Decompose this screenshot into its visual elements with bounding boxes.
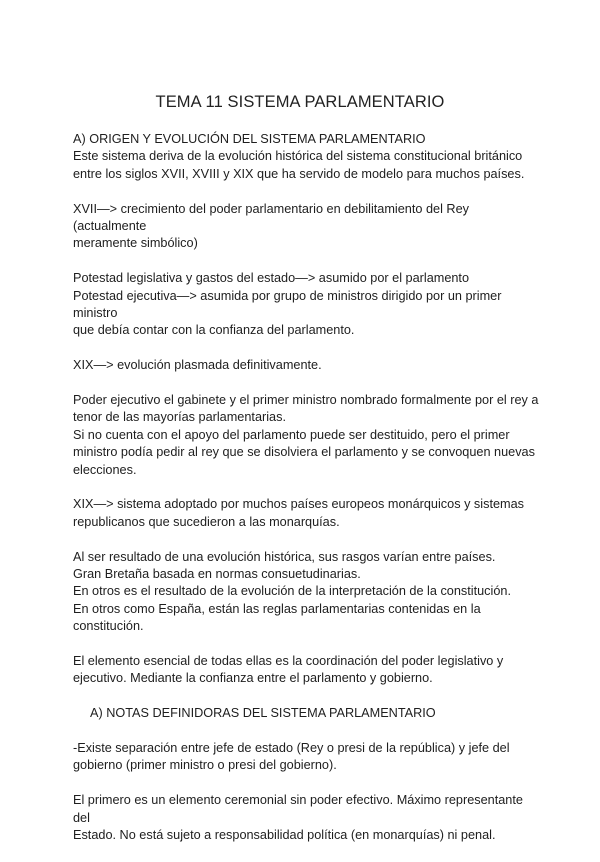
text-line: Potestad ejecutiva—> asumida por grupo de ministros dirigido por un primer ministro — [73, 288, 502, 321]
section-heading-origen: A) ORIGEN Y EVOLUCIÓN DEL SISTEMA PARLAMENTARIO — [73, 132, 426, 146]
text-line: tenor de las mayorías parlamentarias. — [73, 410, 286, 425]
paragraph-xix-sistema — [73, 496, 543, 531]
text-line: meramente simbólico) — [73, 236, 198, 251]
paragraph-primero — [73, 792, 543, 844]
text-line: -Existe separación entre jefe de estado (Rey o presi de la república) y jefe del — [73, 741, 510, 756]
text-line: Poder ejecutivo el gabinete y el primer ministro nombrado formalmente por el rey a — [73, 393, 539, 408]
text-line: gobierno (primer ministro o presi del gobierno). — [73, 758, 337, 773]
text-line: Al ser resultado de una evolución histórica, sus rasgos varían entre países. — [73, 549, 496, 564]
text-line: El elemento esencial de todas ellas es la coordinación del poder legislativo y — [73, 654, 504, 669]
text-line: Gran Bretaña basada en normas consuetudinarias. — [73, 567, 361, 582]
text-line: Este sistema deriva de la evolución histórica del sistema constitucional británico — [73, 149, 523, 164]
text-line: XIX—> evolución plasmada definitivamente. — [73, 358, 322, 373]
document-body — [73, 131, 543, 862]
text-line: constitución. — [73, 619, 144, 634]
paragraph-elemento-esencial — [73, 653, 543, 688]
text-line: ministro podía pedir al rey que se disolviera el parlamento y se convoquen nuevas — [73, 445, 535, 460]
text-line: Potestad legislativa y gastos del estado—> asumido por el parlamento — [73, 271, 470, 286]
text-line: En otros como España, están las reglas parlamentarias contenidas en la — [73, 601, 481, 616]
text-line: entre los siglos XVII, XVIII y XIX que ha servido de modelo para muchos países. — [73, 166, 525, 181]
page-title: TEMA 11 SISTEMA PARLAMENTARIO — [155, 93, 445, 111]
paragraph-origen — [73, 131, 543, 183]
text-line: republicanos que sucedieron a las monarquías. — [73, 514, 340, 529]
text-line: En otros es el resultado de la evolución de la interpretación de la constitución. — [73, 584, 511, 599]
text-line: XIX—> sistema adoptado por muchos países europeos monárquicos y sistemas — [73, 497, 524, 512]
paragraph-xvii — [73, 201, 543, 253]
text-line: XVII—> crecimiento del poder parlamentario en debilitamiento del Rey (actualmente — [73, 201, 469, 234]
paragraph-poder-ejecutivo — [73, 392, 543, 479]
paragraph-separacion — [73, 740, 543, 775]
text-line: Estado. No está sujeto a responsabilidad política (en monarquías) ni penal. — [73, 828, 496, 843]
paragraph-rasgos — [73, 549, 543, 636]
text-line: elecciones. — [73, 462, 137, 477]
text-line: El primero es un elemento ceremonial sin poder efectivo. Máximo representante del — [73, 793, 523, 825]
paragraph-xix-evolucion — [73, 357, 543, 374]
paragraph-potestad — [73, 270, 543, 340]
text-line: que debía contar con la confianza del parlamento. — [73, 323, 355, 338]
paragraph-notas-heading — [73, 705, 543, 722]
section-heading-notas: A) NOTAS DEFINIDORAS DEL SISTEMA PARLAMENTARIO — [90, 706, 436, 721]
text-line: Si no cuenta con el apoyo del parlamento puede ser destituido, pero el primer — [73, 427, 510, 442]
text-line: ejecutivo. Mediante la confianza entre el parlamento y gobierno. — [73, 671, 433, 686]
